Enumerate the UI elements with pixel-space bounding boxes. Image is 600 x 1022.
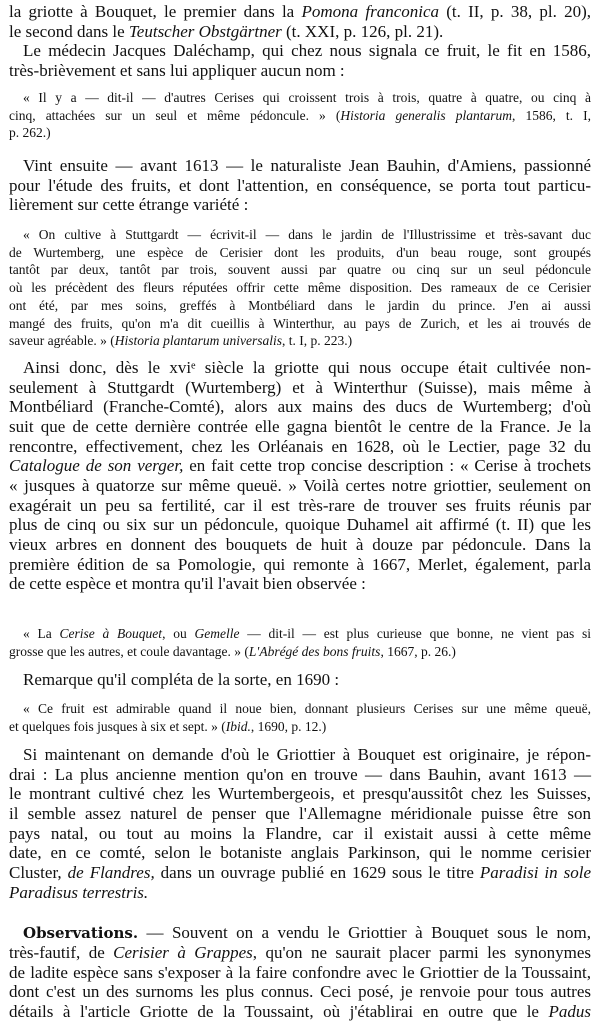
italic-title: L'Abrégé des bons fruits xyxy=(248,643,381,659)
text-run: de cette espèce et montra qu'il l'avait bien observée : xyxy=(9,574,366,594)
quote-line xyxy=(9,124,591,142)
quote-line xyxy=(9,107,591,125)
italic-title: Cerisier à Grappes xyxy=(113,942,253,962)
italic-title: Historia plantarum universalis xyxy=(114,333,282,349)
text-line xyxy=(23,745,591,765)
text-line xyxy=(9,496,591,516)
text-run: vieux arbres en donnent des bouquets de huit à douze par pédoncule. Dans la xyxy=(9,534,591,554)
quote-line xyxy=(9,244,591,262)
text-line xyxy=(9,378,591,398)
text-line xyxy=(9,2,591,22)
text-run: rencontre, effectivement, chez les Orléanais en 1628, où le Lectier, page 32 du xyxy=(9,436,591,456)
text-line xyxy=(9,555,591,575)
text-run: , qu'on ne saurait placer parmi les synonymes xyxy=(252,942,591,962)
text-line xyxy=(9,765,591,785)
text-run: tantôt par deux, tantôt par trois, souvent aussi par quatre ou cinq sur un seul pédoncule xyxy=(9,262,591,278)
text-line xyxy=(9,883,591,903)
text-run: cinq, attachées sur un seul et même pédoncule. » ( xyxy=(9,107,341,123)
text-line xyxy=(9,397,591,417)
text-run: , 1586, t. I, xyxy=(512,107,592,123)
text-run: , 1690, p. 12.) xyxy=(250,718,327,734)
text-run: dans un ouvrage publié en 1629 sous le titre xyxy=(154,862,480,882)
text-run: le montrant cultivé chez les Wurtembergeois, et presqu'aussitôt chez les Suisses, xyxy=(9,784,591,804)
text-run: drai : La plus ancienne mention qu'on en trouve — dans Bauhin, avant 1613 — xyxy=(9,764,591,784)
quote-line xyxy=(23,89,591,107)
text-run: plus de cinq ou six sur un pédoncule, quoique Duhamel ait affirmé (t. II) que les xyxy=(9,515,591,535)
text-run: « La xyxy=(23,626,60,641)
text-line xyxy=(9,1002,591,1022)
text-run: détails à l'article Griotte de la Toussaint, où j'établirai en outre que le xyxy=(9,1002,549,1022)
text-run: « Ce fruit est admirable quand il noue bien, donnant plusieurs Cerises sur une même queuë, xyxy=(23,701,591,716)
text-run: saveur agréable. » ( xyxy=(9,333,115,349)
quote-line xyxy=(9,643,591,661)
text-run: , ou xyxy=(162,626,195,641)
text-line xyxy=(9,824,591,844)
quote-line xyxy=(23,625,591,643)
text-run: , 1667, p. 26.) xyxy=(380,643,456,659)
quote-line xyxy=(9,261,591,279)
text-line xyxy=(9,195,591,215)
text-run: date, en ce comté, selon le botaniste anglais Parkinson, qui le nomme cerisier xyxy=(9,843,591,863)
italic-title: Catalogue de son verger, xyxy=(9,456,184,476)
text-line xyxy=(9,804,591,824)
text-run: Remarque qu'il compléta de la sorte, en 1690 : xyxy=(23,670,340,689)
italic-title: Paradisi in sole xyxy=(479,862,591,882)
text-run: « jusques à quatorze sur même queuë. » Voilà certes notre griottier, seulement on xyxy=(9,475,591,495)
italic-title: Pomona franconica xyxy=(301,2,440,21)
text-line xyxy=(23,670,591,690)
text-run: « Il y a — dit-il — d'autres Cerises qui croissent trois à trois, quatre à quatre, ou cinq à xyxy=(23,90,591,105)
text-run: très-brièvement et sans lui appliquer aucun nom : xyxy=(9,60,345,80)
text-run: lièrement sur cette étrange variété : xyxy=(9,195,249,215)
text-line xyxy=(9,535,591,555)
quote-line xyxy=(23,700,591,718)
text-run: seulement à Stuttgardt (Wurtemberg) et à Winterthur (Suisse), mais même à xyxy=(9,377,591,397)
quote-line xyxy=(9,297,591,315)
text-run: Si maintenant on demande d'où le Griottier à Bouquet est originaire, je répon- xyxy=(23,745,591,764)
text-run: ont été, par mes soins, greffés à Montbéliard dans le jardin du prince. J'en ai aussi xyxy=(9,297,591,313)
text-run: la griotte à Bouquet, le premier dans la xyxy=(9,2,302,21)
text-run: pour l'étude des fruits, et dont l'attention, en conséquence, se porta tout particu- xyxy=(9,175,591,195)
quote-line xyxy=(9,279,591,297)
text-line xyxy=(9,982,591,1002)
text-line xyxy=(9,784,591,804)
text-line xyxy=(9,61,591,81)
text-run: il semble assez naturel de penser que l'Allemagne méridionale puisse être son xyxy=(9,803,591,823)
text-run: très-fautif, de xyxy=(9,942,114,962)
text-line xyxy=(9,176,591,196)
text-run: « On cultive à Stuttgardt — écrivit-il — dans le jardin de l'Illustrissime et très-savant duc xyxy=(23,227,591,242)
text-line xyxy=(23,156,591,176)
italic-title: de Flandres, xyxy=(67,862,155,882)
text-run: p. 262.) xyxy=(9,125,51,141)
text-run: suit que de cette dernière contrée elle gagna bientôt le centre de la France. Je la xyxy=(9,416,591,436)
text-line xyxy=(9,22,591,42)
text-run: Montbéliard (Franche-Comté), alors aux mains des ducs de Wurtemberg; d'où xyxy=(9,397,591,417)
text-run: en fait cette trop concise description : « Cerise à trochets xyxy=(183,456,591,476)
text-run: grosse que les autres, et coule davantage. » ( xyxy=(9,643,249,659)
text-line xyxy=(9,476,591,496)
text-run: Vint ensuite — avant 1613 — le naturaliste Jean Bauhin, d'Amiens, passionné xyxy=(23,156,591,175)
italic-title: Cerise à Bouquet xyxy=(59,626,163,641)
text-run: — dit-il — est plus curieuse que bonne, ne vient pas si xyxy=(239,626,591,641)
quote-line xyxy=(9,315,591,333)
text-line xyxy=(23,358,591,378)
text-run: dont c'est un des surnoms les plus connus. Ceci posé, je renvoie pour tous autres xyxy=(9,982,591,1002)
text-run: exagérait un peu sa fertilité, car il est très-rare de trouver ses fruits réunis par xyxy=(9,495,591,515)
text-run: de Wurtemberg, une espèce de Cerisier dont les produits, d'un beau rouge, sont groupés xyxy=(9,244,591,260)
text-line xyxy=(23,923,591,943)
text-line xyxy=(9,943,591,963)
quote-line xyxy=(9,332,591,350)
italic-title: Teutscher Obstgärtner xyxy=(128,21,282,41)
text-run: première édition de sa Pomologie, qui remonte à 1667, Merlet, également, parla xyxy=(9,554,591,574)
text-run: (t. II, p. 38, pl. 20), xyxy=(439,2,591,21)
text-line xyxy=(23,41,591,61)
text-line xyxy=(9,843,591,863)
text-line xyxy=(9,863,591,883)
text-line xyxy=(9,437,591,457)
bold-heading: Observations. xyxy=(23,924,139,942)
text-line xyxy=(9,963,591,983)
text-run: pays natal, ou tout au moins la Flandre, car il existait aussi à cette même xyxy=(9,823,591,843)
text-run: Cluster, xyxy=(9,862,68,882)
text-run: où les précèdent des fleurs réputées offrir cette même disposition. Des rameaux de ce Cerisier xyxy=(9,280,591,296)
quote-line xyxy=(9,718,591,736)
text-run: , t. I, p. 223.) xyxy=(281,333,353,349)
text-line xyxy=(9,417,591,437)
text-run: mangé des fruits, qu'on m'a dit cueillis à Winterthur, au pays de Zurich, et les ai trouvés de xyxy=(9,315,591,331)
text-run: le second dans le xyxy=(9,21,129,41)
quote-line xyxy=(23,226,591,244)
italic-title: Paradisus terrestris. xyxy=(9,882,149,902)
italic-title: Padus xyxy=(548,1002,591,1022)
text-line xyxy=(9,574,591,594)
text-run: — Souvent on a vendu le Griottier à Bouquet sous le nom, xyxy=(138,923,591,942)
text-run: et quelques fois jusques à six et sept. » ( xyxy=(9,718,226,734)
text-run: de ladite espèce sans s'exposer à la faire confondre avec le Griottier de la Toussaint, xyxy=(9,962,591,982)
italic-title: Ibid. xyxy=(225,718,251,734)
text-line xyxy=(9,456,591,476)
text-run: Ainsi donc, dès le xviᵉ siècle la griotte qui nous occupe était cultivée non- xyxy=(23,358,591,377)
text-run: Le médecin Jacques Daléchamp, qui chez nous signala ce fruit, le fit en 1586, xyxy=(23,41,591,60)
text-run: (t. XXI, p. 126, pl. 21). xyxy=(281,21,444,41)
text-line xyxy=(9,515,591,535)
italic-title: Gemelle xyxy=(194,626,240,641)
italic-title: Historia generalis plantarum xyxy=(340,107,513,123)
